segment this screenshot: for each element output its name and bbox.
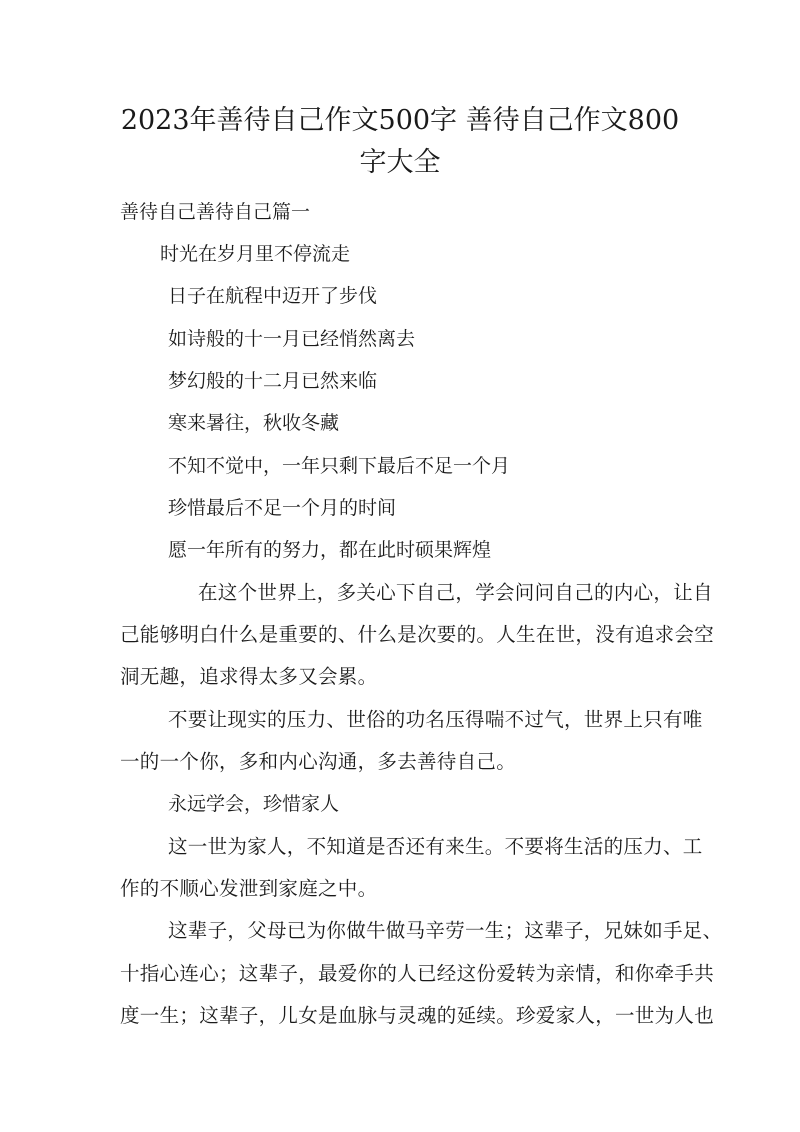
- document-title-line-1: 2023年善待自己作文500字 善待自己作文800: [120, 105, 680, 136]
- paragraph-4-line: 度一生；这辈子，儿女是血脉与灵魂的延续。珍爱家人，一世为人也: [120, 1004, 715, 1027]
- poem-line: 如诗般的十一月已经悄然离去: [168, 328, 416, 350]
- paragraph-1-line: 洞无趣，追求得太多又会累。: [120, 665, 378, 688]
- paragraph-1-line: 在这个世界上，多关心下自己，学会问问自己的内心，让自: [198, 581, 713, 604]
- paragraph-1-line: 己能够明白什么是重要的、什么是次要的。人生在世，没有追求会空: [120, 623, 715, 646]
- poem-line: 不知不觉中，一年只剩下最后不足一个月: [168, 455, 511, 477]
- poem-line: 梦幻般的十二月已然来临: [168, 370, 378, 392]
- paragraph-4-line: 这辈子，父母已为你做牛做马辛劳一生；这辈子，兄妹如手足、: [168, 919, 723, 942]
- poem-line: 愿一年所有的努力，都在此时硕果辉煌: [168, 539, 492, 561]
- paragraph-3-line: 作的不顺心发泄到家庭之中。: [120, 877, 378, 900]
- section-heading: 善待自己善待自己篇一: [120, 201, 311, 223]
- document-title-line-2: 字大全: [359, 147, 441, 178]
- paragraph-2-line: 一的一个你，多和内心沟通，多去善待自己。: [120, 750, 517, 773]
- poem-line: 日子在航程中迈开了步伐: [168, 285, 378, 307]
- poem-line: 寒来暑往，秋收冬藏: [168, 412, 340, 434]
- poem-line: 时光在岁月里不停流走: [160, 243, 351, 265]
- poem-line: 珍惜最后不足一个月的时间: [168, 497, 397, 519]
- paragraph-2-line: 不要让现实的压力、世俗的功名压得喘不过气，世界上只有唯: [168, 708, 703, 731]
- subheading-family: 永远学会，珍惜家人: [168, 793, 340, 815]
- paragraph-3-line: 这一世为家人，不知道是否还有来生。不要将生活的压力、工: [168, 835, 703, 858]
- paragraph-4-line: 十指心连心；这辈子，最爱你的人已经这份爱转为亲情，和你牵手共: [120, 962, 715, 985]
